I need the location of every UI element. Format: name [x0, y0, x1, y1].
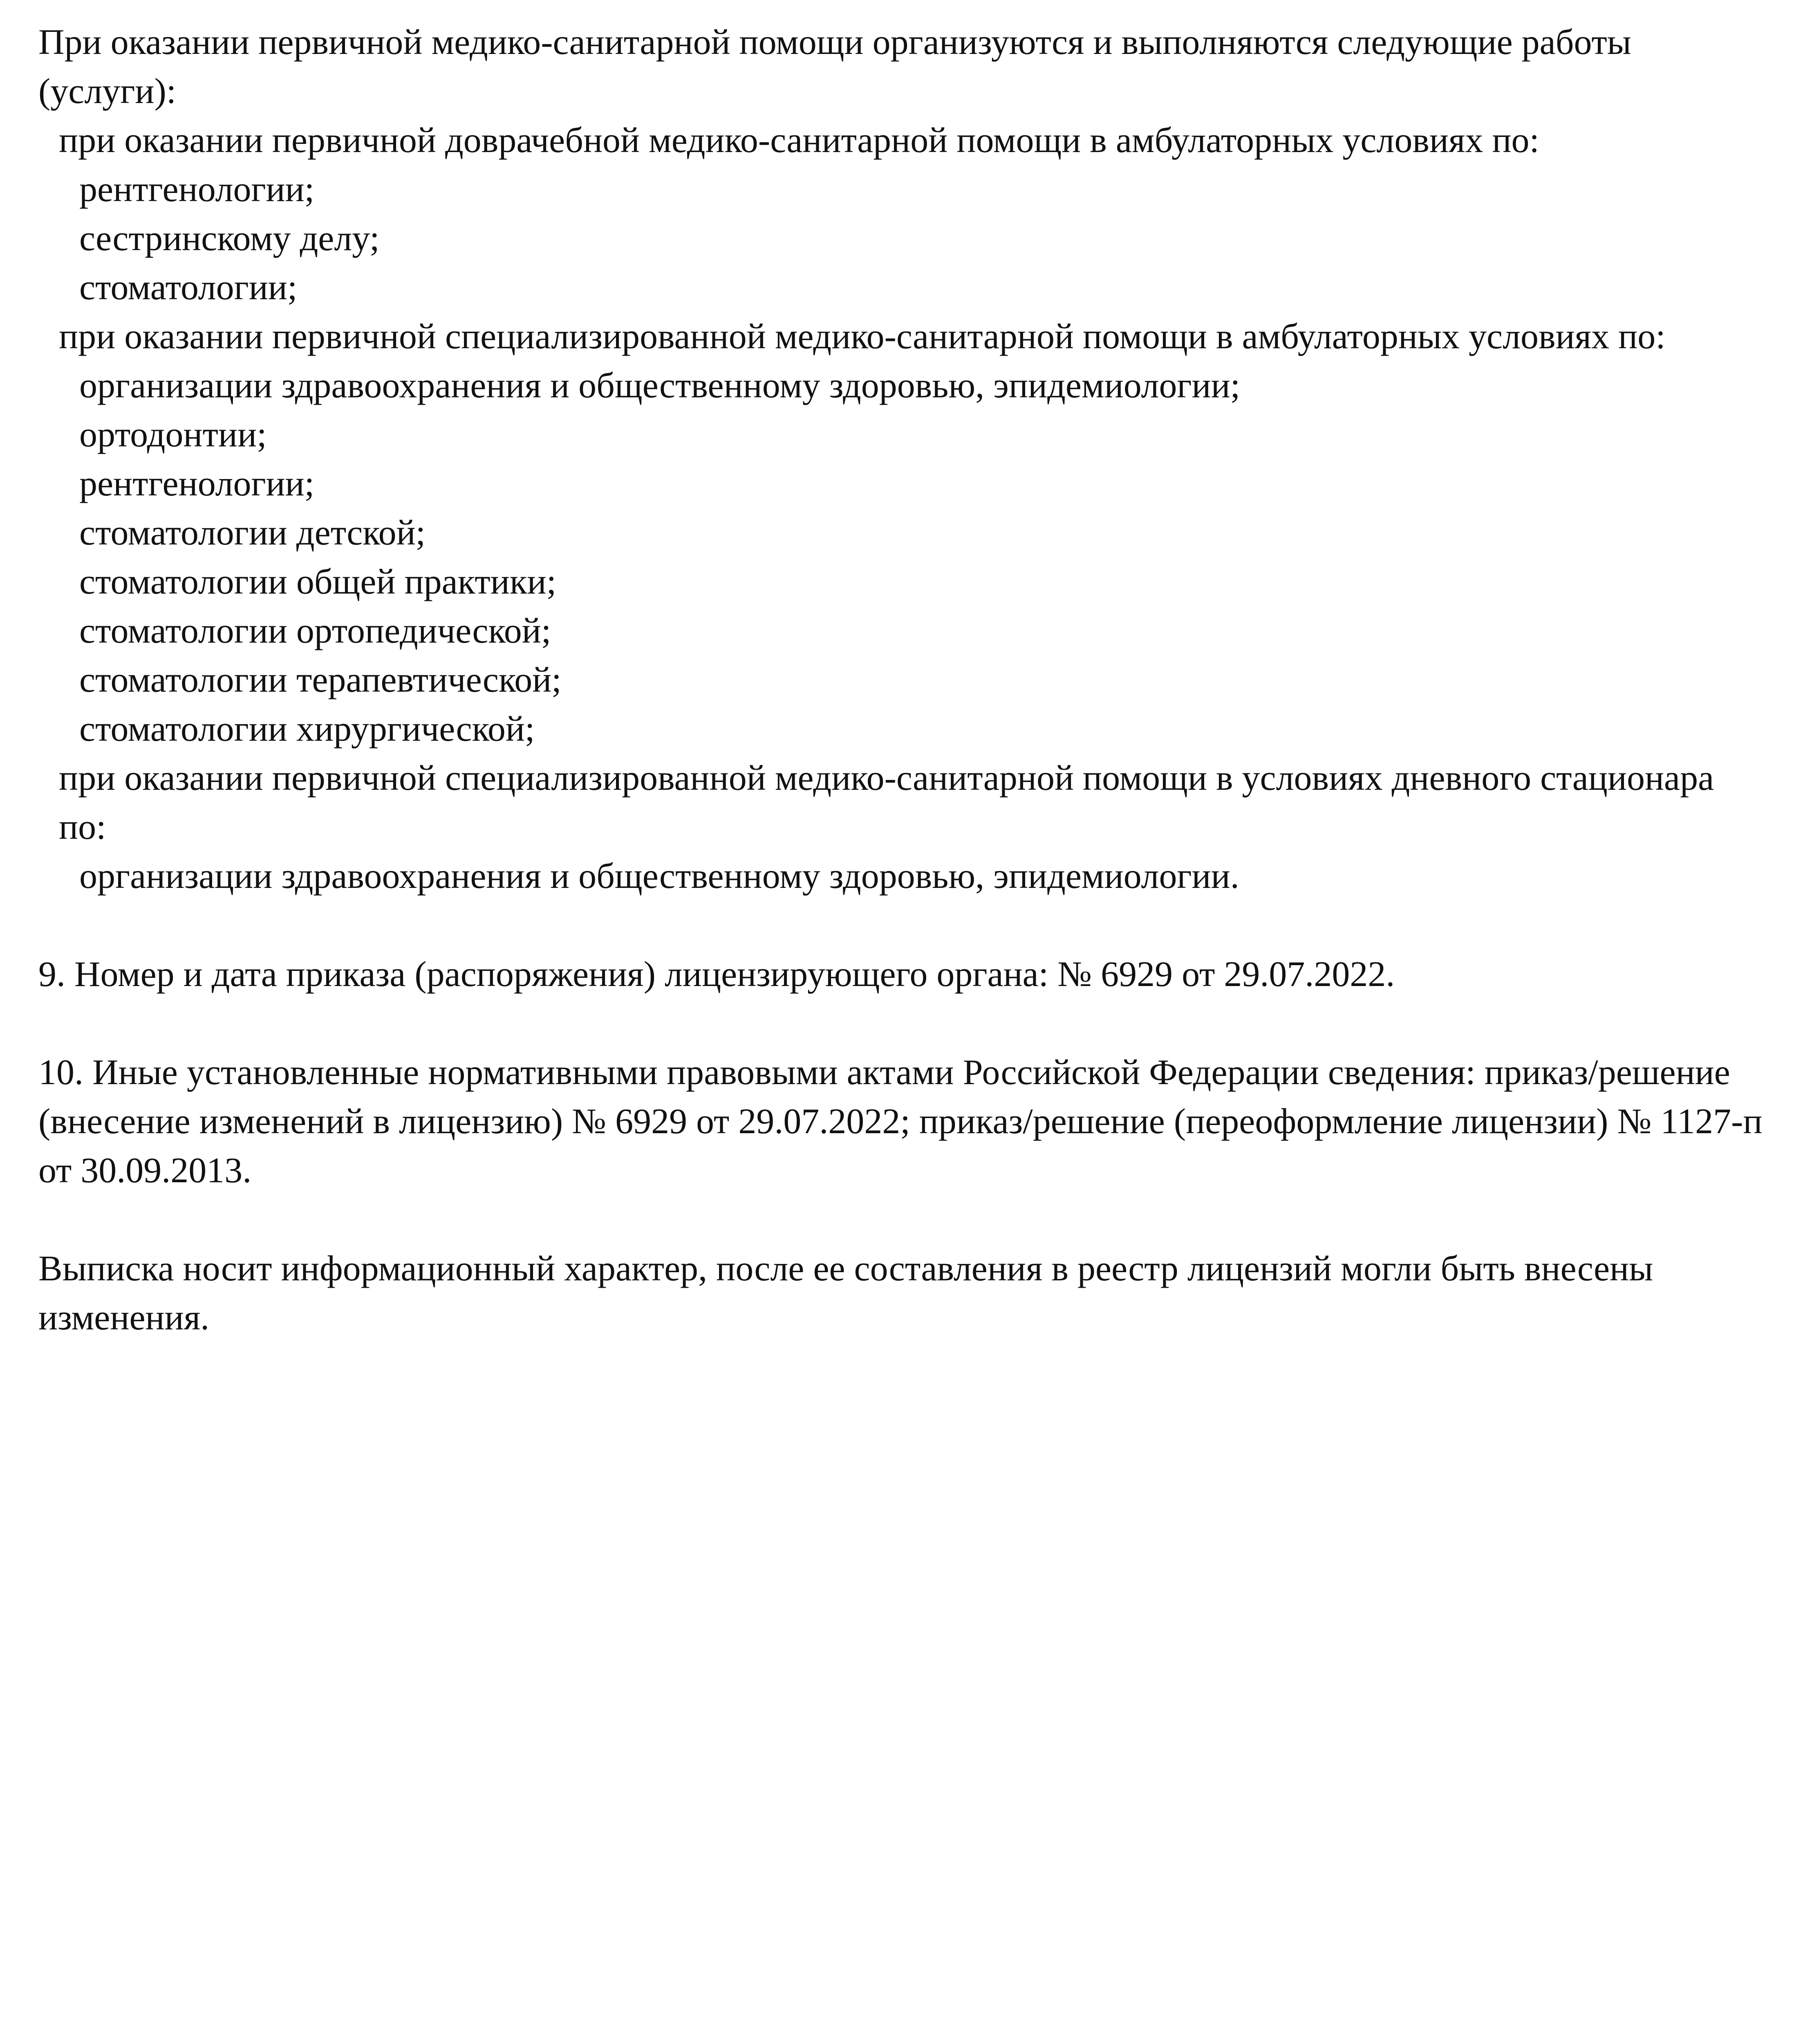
disclaimer: Выписка носит информационный характер, после ее составления в реестр лицензий могли быть внесены изменения. [38, 1249, 1662, 1338]
list-item: ортодонтии; [79, 415, 267, 455]
section-9: 9. Номер и дата приказа (распоряжения) лицензирующего органа: № 6929 от 29.07.2022. [38, 955, 1395, 994]
list-item: стоматологии ортопедической; [79, 611, 551, 651]
section-10: 10. Иные установленные нормативными правовыми актами Российской Федерации сведения: приказ/решение (внесение изменений в лицензию) № 6929 от 29.07.2022; приказ/решение (переоформление лицензии) № 1127-п от 30.09.2013. [38, 1053, 1772, 1190]
list-item: стоматологии; [79, 268, 298, 307]
spacer [38, 999, 1763, 1048]
document-body [38, 18, 1772, 1342]
list-item: стоматологии хирургической; [79, 709, 535, 749]
intro-paragraph: При оказании первичной медико-санитарной помощи организуются и выполняются следующие работы (услуги): [38, 22, 1640, 111]
list-item: сестринскому делу; [79, 219, 380, 258]
list-item: рентгенологии; [79, 170, 315, 209]
list-item: организации здравоохранения и общественному здоровью, эпидемиологии; [79, 366, 1241, 406]
spacer [38, 901, 1763, 950]
list-item: организации здравоохранения и общественному здоровью, эпидемиологии. [79, 856, 1239, 896]
list-item: стоматологии общей практики; [79, 562, 557, 602]
spacer [38, 1195, 1763, 1244]
list-item: стоматологии детской; [79, 513, 426, 553]
group-heading: при оказании первичной специализированной медико-санитарной помощи в амбулаторных условиях по: [59, 317, 1666, 356]
group-heading: при оказании первичной доврачебной медико-санитарной помощи в амбулаторных условиях по: [59, 121, 1540, 160]
list-item: стоматологии терапевтической; [79, 660, 562, 700]
group-heading: при оказании первичной специализированной медико-санитарной помощи в условиях дневного стационара по: [59, 758, 1723, 847]
list-item: рентгенологии; [79, 464, 315, 504]
